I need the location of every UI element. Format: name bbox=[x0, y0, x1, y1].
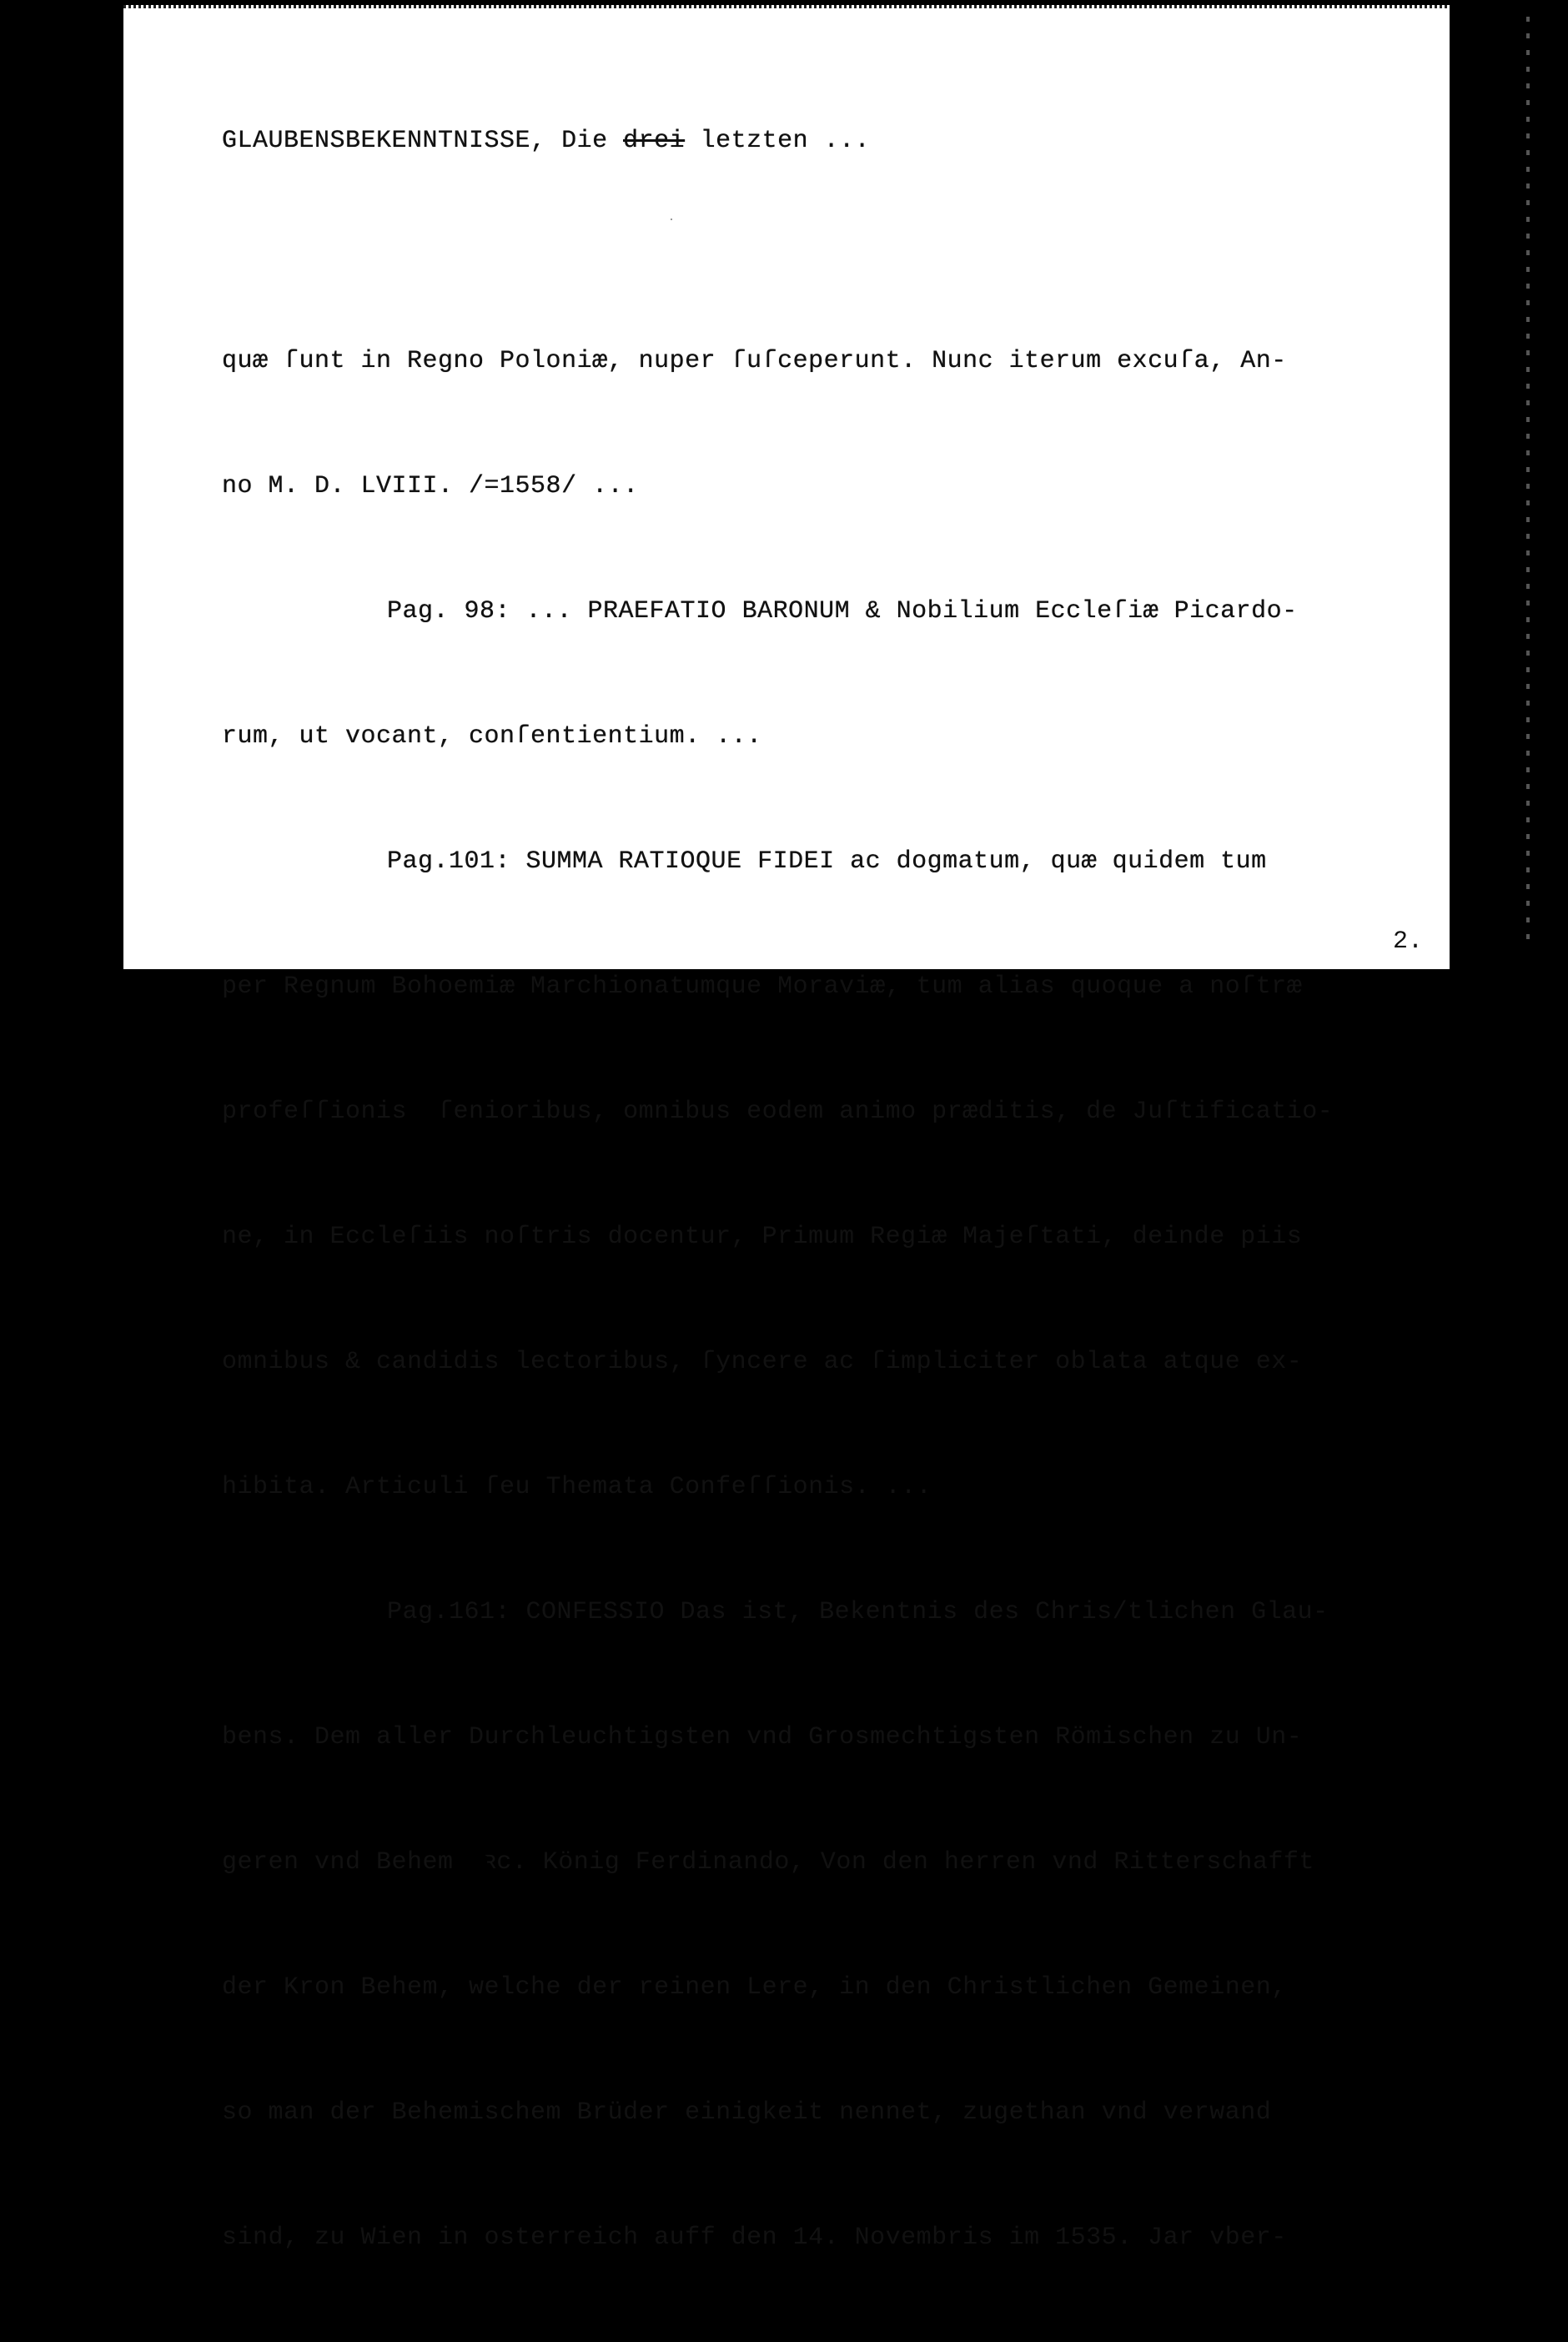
card-top-edge bbox=[123, 5, 1450, 8]
body-line: so man der Behemischem Brüder einigkeit nennet, zugethan vnd verwand bbox=[222, 2098, 1272, 2127]
body-line: hibita. Articuli ſeu Themata Confeſſionis. ... bbox=[222, 1473, 932, 1501]
card-body bbox=[222, 257, 1333, 2342]
body-line: der Kron Behem, welche der reinen Lere, in den Christlichen Gemeinen, bbox=[222, 1973, 1287, 2002]
card-heading bbox=[222, 127, 870, 155]
heading-text-before: GLAUBENSBEKENNTNISSE, Die bbox=[222, 127, 624, 155]
body-line: no M. D. LVIII. /=1558/ ... bbox=[222, 472, 639, 500]
page-number: 2. bbox=[1393, 927, 1424, 956]
body-line: Pag. 98: ... PRAEFATIO BARONUM & Nobilium Eccleſiæ Picardo- bbox=[387, 597, 1298, 626]
body-line: Pag.161: CONFESSIO Das ist, Bekentnis des Chris/tlichen Glau- bbox=[387, 1598, 1329, 1626]
body-line: Pag.101: SUMMA RATIOQUE FIDEI ac dogmatum, quæ quidem tum bbox=[387, 847, 1267, 876]
paper-speck bbox=[671, 219, 672, 220]
body-line: profeſſionis ſenioribus, omnibus eodem animo præditis, de Juſtificatio- bbox=[222, 1098, 1334, 1126]
body-line: omnibus & candidis lectoribus, ſyncere ac ſimpliciter oblata atque ex- bbox=[222, 1348, 1303, 1376]
body-line: rum, ut vocant, conſentientium. ... bbox=[222, 722, 762, 751]
film-edge-marks bbox=[1526, 17, 1530, 951]
index-card bbox=[123, 5, 1450, 2252]
body-line: per Regnum Bohoemiæ Marchionatumque Moraviæ, tum alias quoque a noſtræ bbox=[222, 972, 1303, 1001]
body-line: sind, zu Wien in osterreich auff den 14. Novembris im 1535. Jar vber- bbox=[222, 2224, 1287, 2252]
body-line: ne, in Eccleſiis noſtris docentur, Primum Regiæ Majeſtati, deinde piis bbox=[222, 1223, 1303, 1251]
heading-text-after: letzten ... bbox=[685, 127, 871, 155]
body-line: geren vnd Behem ꝛc. König Ferdinando, Von den herren vnd Ritterschafft bbox=[222, 1848, 1314, 1877]
body-line: quæ ſunt in Regno Poloniæ, nuper ſuſceperunt. Nunc iterum excuſa, An- bbox=[222, 347, 1287, 375]
heading-struck-word: drei bbox=[623, 127, 686, 155]
body-line: bens. Dem aller Durchleuchtigsten vnd Grosmechtigsten Römischen zu Un- bbox=[222, 1723, 1303, 1751]
